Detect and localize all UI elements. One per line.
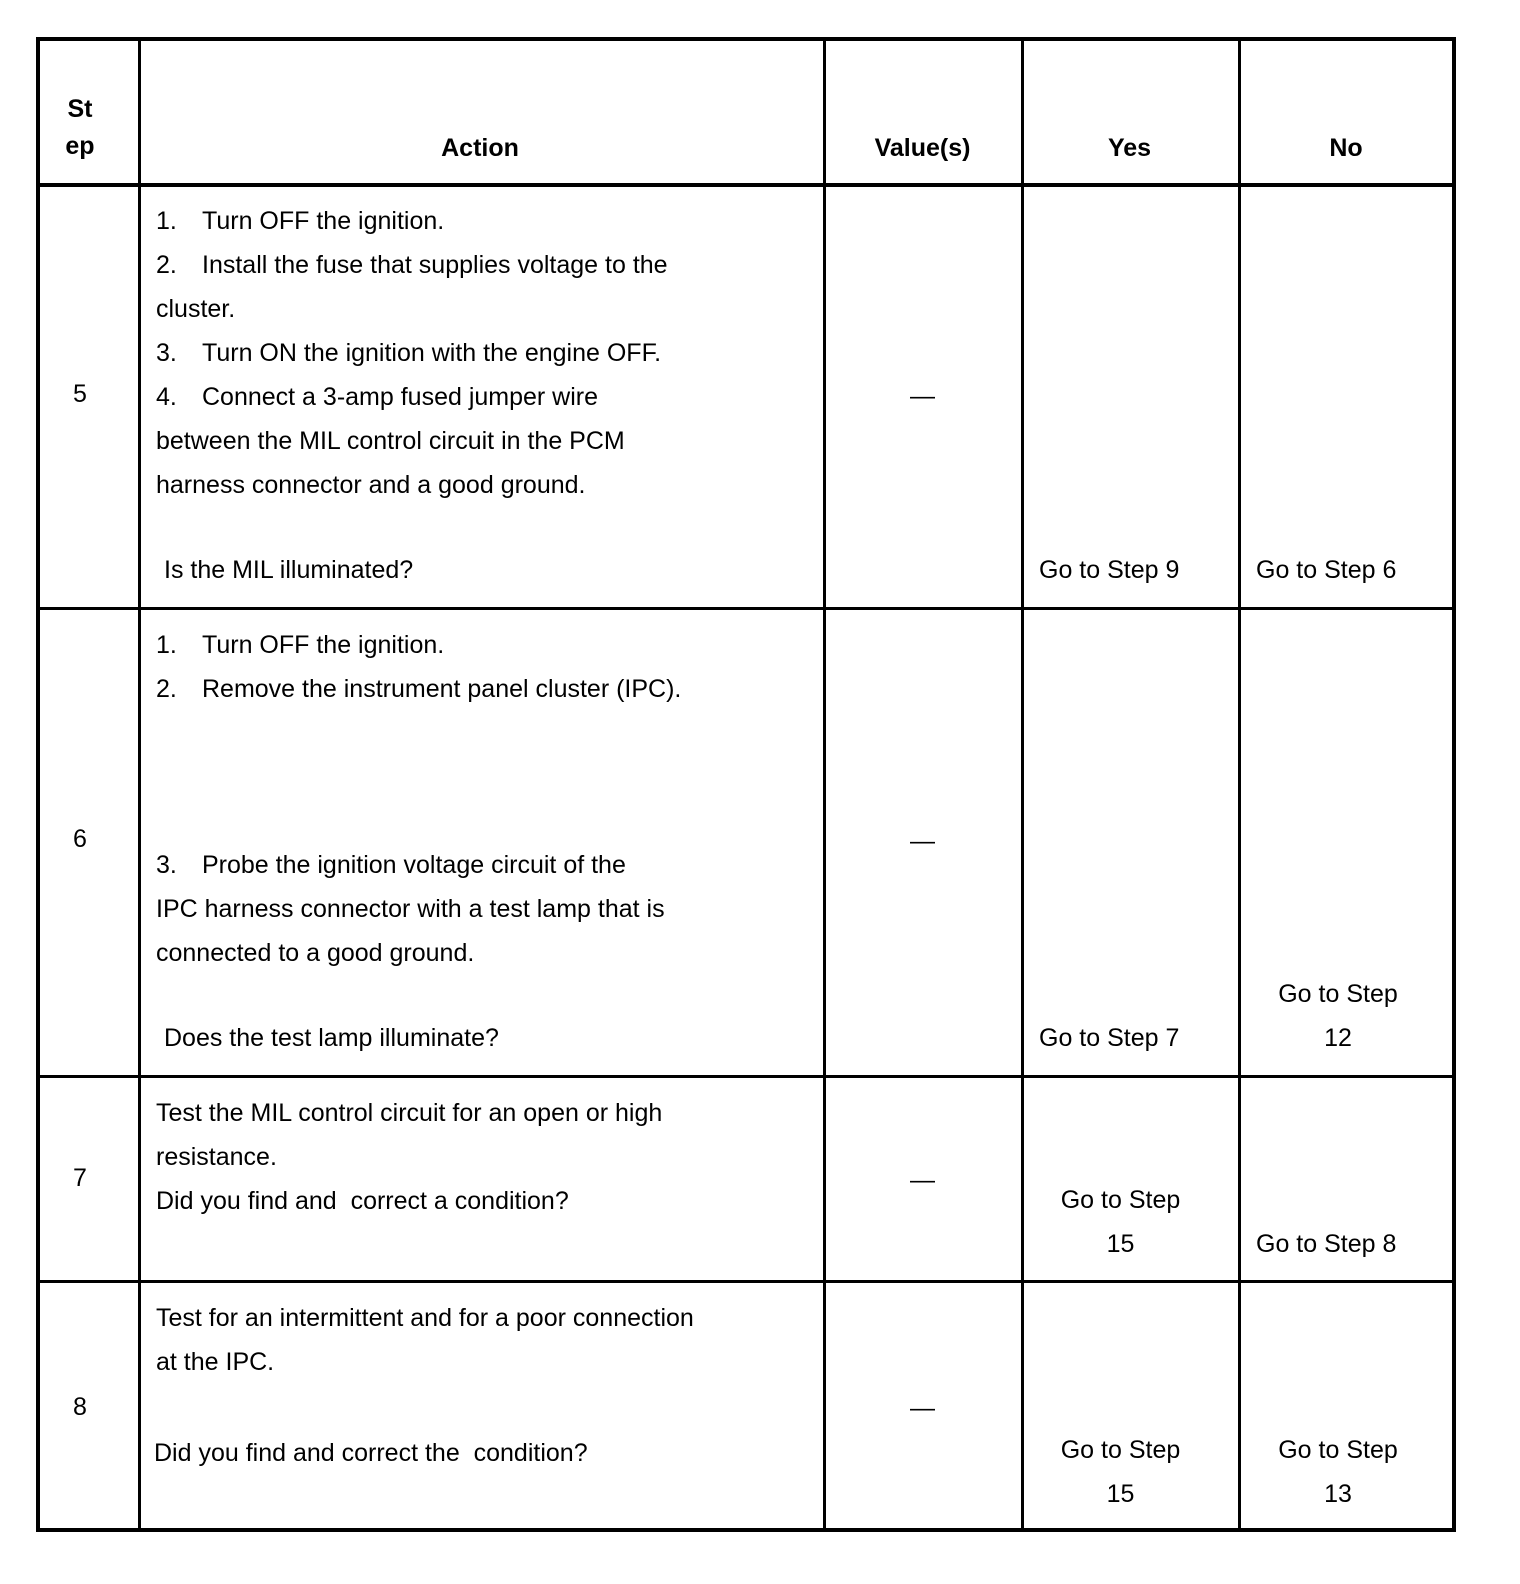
value-cell: — bbox=[910, 1166, 935, 1194]
value-cell: — bbox=[910, 827, 935, 855]
action-steps bbox=[156, 843, 665, 975]
action-line: at the IPC. bbox=[156, 1348, 275, 1376]
yes-cell: Go to Step 9 bbox=[1039, 556, 1180, 584]
yes-cell bbox=[1023, 1178, 1218, 1266]
action-question: Did you find and correct the condition? bbox=[154, 1439, 588, 1467]
action-line: harness connector and a good ground. bbox=[156, 471, 586, 499]
action-line: 1. Turn OFF the ignition. bbox=[156, 207, 445, 235]
step-number: 8 bbox=[73, 1393, 87, 1421]
action-line: between the MIL control circuit in the PCM bbox=[156, 427, 625, 455]
action-line: Test the MIL control circuit for an open or high bbox=[156, 1099, 663, 1127]
header-action: Action bbox=[441, 134, 519, 162]
action-line: 3. Turn ON the ignition with the engine OFF. bbox=[156, 339, 662, 367]
no-cell-line: Go to Step bbox=[1278, 1436, 1398, 1464]
value-cell: — bbox=[910, 1394, 935, 1422]
action-line: connected to a good ground. bbox=[156, 939, 475, 967]
header-no: No bbox=[1329, 134, 1363, 162]
step-number: 5 bbox=[73, 380, 87, 408]
action-steps bbox=[156, 623, 681, 711]
no-cell-line: 12 bbox=[1324, 1024, 1352, 1052]
action-question: Does the test lamp illuminate? bbox=[164, 1024, 499, 1052]
no-cell-line: 13 bbox=[1324, 1480, 1352, 1508]
row-divider bbox=[40, 183, 1452, 187]
col-divider bbox=[138, 41, 141, 1528]
action-line: Did you find and correct a condition? bbox=[156, 1187, 569, 1215]
no-cell: Go to Step 8 bbox=[1256, 1230, 1397, 1258]
col-divider bbox=[823, 41, 826, 1528]
no-cell bbox=[1240, 1428, 1436, 1516]
action-line: resistance. bbox=[156, 1143, 277, 1171]
value-cell: — bbox=[910, 382, 935, 410]
action-question: Is the MIL illuminated? bbox=[164, 556, 414, 584]
header-values: Value(s) bbox=[874, 134, 971, 162]
yes-cell bbox=[1023, 1428, 1218, 1516]
step-number: 6 bbox=[73, 825, 87, 853]
step-number: 7 bbox=[73, 1164, 87, 1192]
action-line: 1. Turn OFF the ignition. bbox=[156, 631, 445, 659]
action-line: 3. Probe the ignition voltage circuit of the bbox=[156, 851, 626, 879]
action-line: Test for an intermittent and for a poor connection bbox=[156, 1304, 694, 1332]
action-line: cluster. bbox=[156, 295, 236, 323]
row-divider bbox=[40, 1280, 1452, 1283]
action-steps bbox=[156, 1296, 694, 1384]
no-cell-line: Go to Step bbox=[1278, 980, 1398, 1008]
action-line: IPC harness connector with a test lamp that is bbox=[156, 895, 665, 923]
row-divider bbox=[40, 1075, 1452, 1078]
yes-cell-line: Go to Step bbox=[1060, 1186, 1181, 1214]
row-divider bbox=[40, 607, 1452, 610]
action-line: 2. Install the fuse that supplies voltage to the bbox=[156, 251, 668, 279]
col-divider bbox=[1021, 41, 1024, 1528]
header-step-line2: ep bbox=[65, 132, 95, 160]
header-step-line1: St bbox=[67, 95, 93, 123]
action-steps bbox=[156, 1091, 662, 1223]
action-line: 2. Remove the instrument panel cluster (IPC). bbox=[156, 675, 682, 703]
yes-cell-line: Go to Step bbox=[1060, 1436, 1181, 1464]
yes-cell-line: 15 bbox=[1106, 1480, 1135, 1508]
yes-cell: Go to Step 7 bbox=[1039, 1024, 1180, 1052]
no-cell: Go to Step 6 bbox=[1256, 556, 1397, 584]
col-divider bbox=[1238, 41, 1241, 1528]
action-steps bbox=[156, 199, 668, 507]
action-line: 4. Connect a 3-amp fused jumper wire bbox=[156, 383, 599, 411]
header-step bbox=[40, 95, 120, 161]
no-cell bbox=[1240, 972, 1436, 1060]
yes-cell-line: 15 bbox=[1106, 1230, 1135, 1258]
header-yes: Yes bbox=[1107, 134, 1152, 162]
